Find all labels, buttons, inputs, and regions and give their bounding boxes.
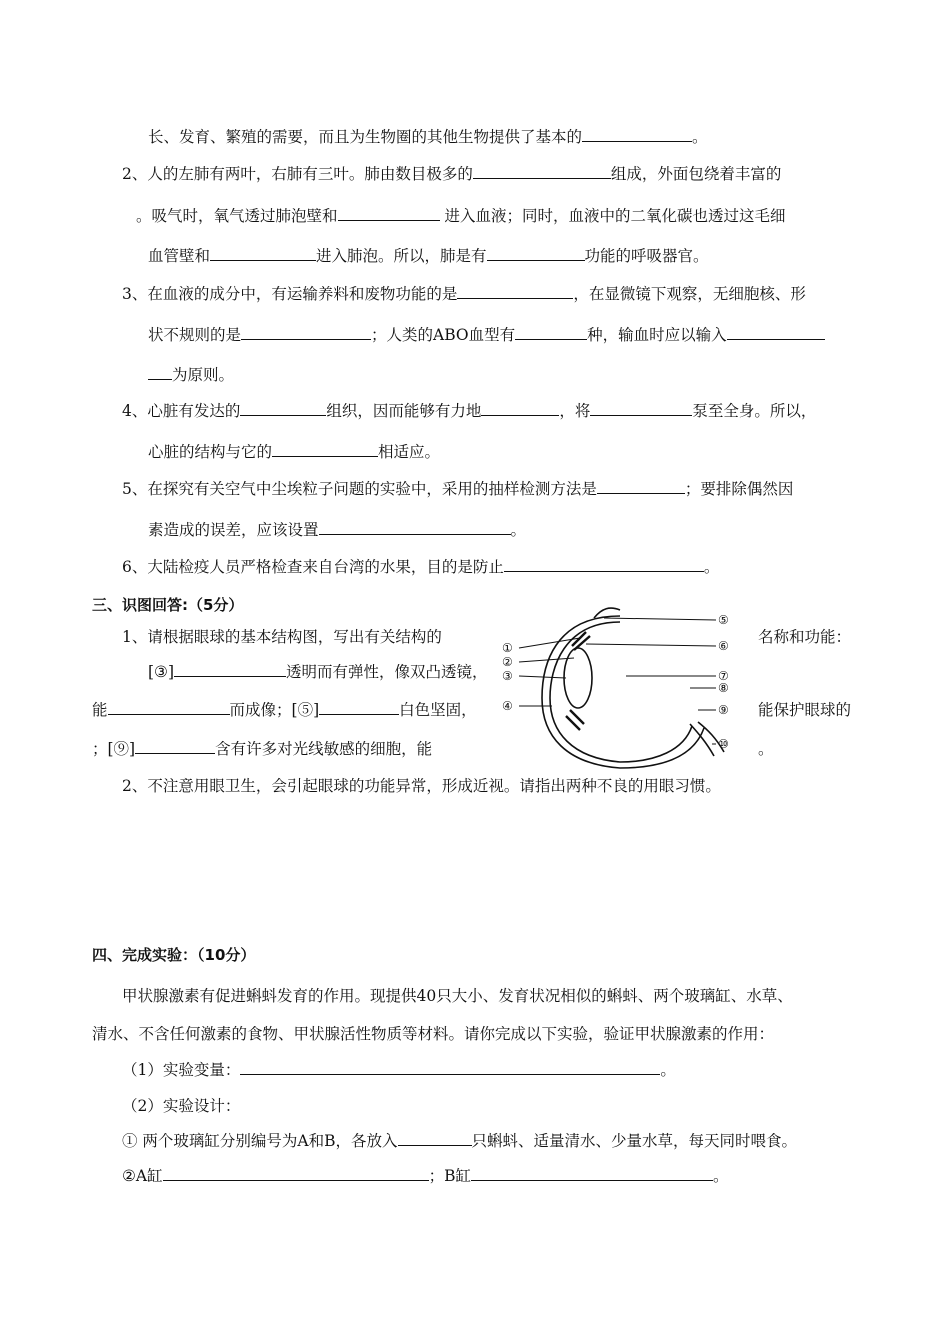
q2-line-2: 。吸气时，氧气透过肺泡壁和 进入血液；同时，血液中的二氧化碳也透过这毛细 [136, 207, 786, 225]
s4-p4: ②A缸 ；B缸 。 [122, 1167, 729, 1185]
label-6: ⑥ [718, 639, 729, 653]
label-1: ① [502, 641, 513, 655]
blank-q3-4-cont[interactable] [148, 365, 172, 380]
q1-tail-line: 长、发育、繁殖的需要，而且为生物圈的其他生物提供了基本的 。 [148, 128, 708, 146]
q4-line-1: 4、心脏有发达的 组织，因而能够有力地 ，将 泵至全身。所以， [122, 402, 817, 420]
blank-s4-4[interactable] [471, 1166, 713, 1181]
blank-q2-1[interactable] [473, 164, 611, 179]
label-8: ⑧ [718, 681, 729, 695]
blank-q4-1[interactable] [240, 401, 326, 416]
s4-intro-1: 甲状腺激素有促进蝌蚪发育的作用。现提供40只大小、发育状况相似的蝌蚪、两个玻璃缸、水草、 [122, 987, 793, 1005]
blank-s3-2[interactable] [108, 700, 230, 715]
blank-s4-1[interactable] [240, 1060, 660, 1075]
leader-3 [519, 676, 566, 678]
eyeball-diagram [494, 606, 746, 778]
blank-q3-1[interactable] [457, 284, 573, 299]
s4-p1: （1）实验变量： 。 [122, 1061, 676, 1079]
blank-q5-1[interactable] [597, 479, 685, 494]
leader-1 [519, 638, 580, 648]
label-10: ⑩ [718, 737, 729, 751]
s3-q1-line-3: 能 而成像；[⑤] 白色坚固， [92, 701, 477, 719]
blank-q4-4[interactable] [272, 442, 378, 457]
lens [564, 648, 592, 708]
q2-line-1: 2、人的左肺有两叶，右肺有三叶。肺由数目极多的 组成，外面包绕着丰富的 [122, 165, 782, 183]
blank-q2-3[interactable] [210, 246, 316, 261]
q4-line-2: 心脏的结构与它的 相适应。 [148, 443, 441, 461]
q1-tail-text: 长、发育、繁殖的需要，而且为生物圈的其他生物提供了基本的 [148, 128, 583, 146]
label-7: ⑦ [718, 669, 729, 683]
s3-q1-line-2: [③] 透明而有弹性，像双凸透镜， [148, 663, 488, 681]
blank-s3-3[interactable] [319, 700, 399, 715]
label-4: ④ [502, 699, 513, 713]
s4-p2: （2）实验设计： [122, 1097, 241, 1115]
s3-q1-line-1b: 名称和功能： [758, 628, 852, 646]
q2-line-3: 血管壁和 进入肺泡。所以，肺是有 功能的呼吸器官。 [148, 247, 709, 265]
leader-5 [604, 618, 716, 620]
ciliary-body [566, 710, 584, 730]
s3-q1-line-4c: 。 [758, 740, 774, 758]
q5-line-1: 5、在探究有关空气中尘埃粒子问题的实验中，采用的抽样检测方法是 ；要排除偶然因 [122, 480, 794, 498]
s3-q1-line-1a: 1、请根据眼球的基本结构图，写出有关结构的 [122, 628, 442, 646]
blank-q6[interactable] [504, 557, 704, 572]
blank-q5-2[interactable] [319, 520, 511, 535]
label-2: ② [502, 655, 513, 669]
s3-q2: 2、不注意用眼卫生，会引起眼球的功能异常，形成近视。请指出两种不良的用眼习惯。 [122, 777, 721, 795]
eyeball-inner-wall [550, 622, 692, 762]
blank-q1[interactable] [582, 127, 692, 142]
blank-q3-3[interactable] [515, 325, 587, 340]
blank-s4-2[interactable] [398, 1131, 472, 1146]
blank-s3-4[interactable] [135, 739, 215, 754]
blank-s3-1[interactable] [174, 662, 286, 677]
section-4-title: 四、完成实验：（10分） [92, 946, 256, 964]
leader-6 [586, 644, 716, 646]
s4-intro-2: 清水、不含任何激素的食物、甲状腺活性物质等材料。请你完成以下实验，验证甲状腺激素的作用： [92, 1025, 775, 1043]
q3-line-1: 3、在血液的成分中，有运输养料和废物功能的是 ，在显微镜下观察，无细胞核、形 [122, 285, 806, 303]
iris-top [572, 632, 590, 650]
q3-line-3: 为原则。 [148, 365, 234, 385]
q3-line-2: 状不规则的是 ；人类的ABO血型有 种，输血时应以输入 [148, 325, 825, 345]
s3-q1-line-3d: 能保护眼球的 [758, 701, 852, 719]
blank-q4-3[interactable] [590, 401, 692, 416]
blank-q2-2[interactable] [338, 206, 440, 221]
s3-q1-line-4: ；[⑨] 含有许多对光线敏感的细胞，能 [92, 740, 433, 758]
blank-q4-2[interactable] [481, 401, 559, 416]
label-5: ⑤ [718, 613, 729, 627]
q5-line-2: 素造成的误差，应该设置 。 [148, 521, 527, 539]
label-3: ③ [502, 669, 513, 683]
s4-p3: ① 两个玻璃缸分别编号为A和B，各放入 只蝌蚪、适量清水、少量水草，每天同时喂食。 [122, 1132, 798, 1150]
q6-line: 6、大陆检疫人员严格检查来自台湾的水果，目的是防止 。 [122, 558, 720, 576]
section-3-title: 三、识图回答:（5分） [92, 596, 244, 614]
blank-s4-3[interactable] [163, 1166, 429, 1181]
blank-q2-4[interactable] [487, 246, 585, 261]
blank-q3-4[interactable] [727, 325, 825, 340]
label-9: ⑨ [718, 703, 729, 717]
blank-q3-2[interactable] [241, 325, 371, 340]
